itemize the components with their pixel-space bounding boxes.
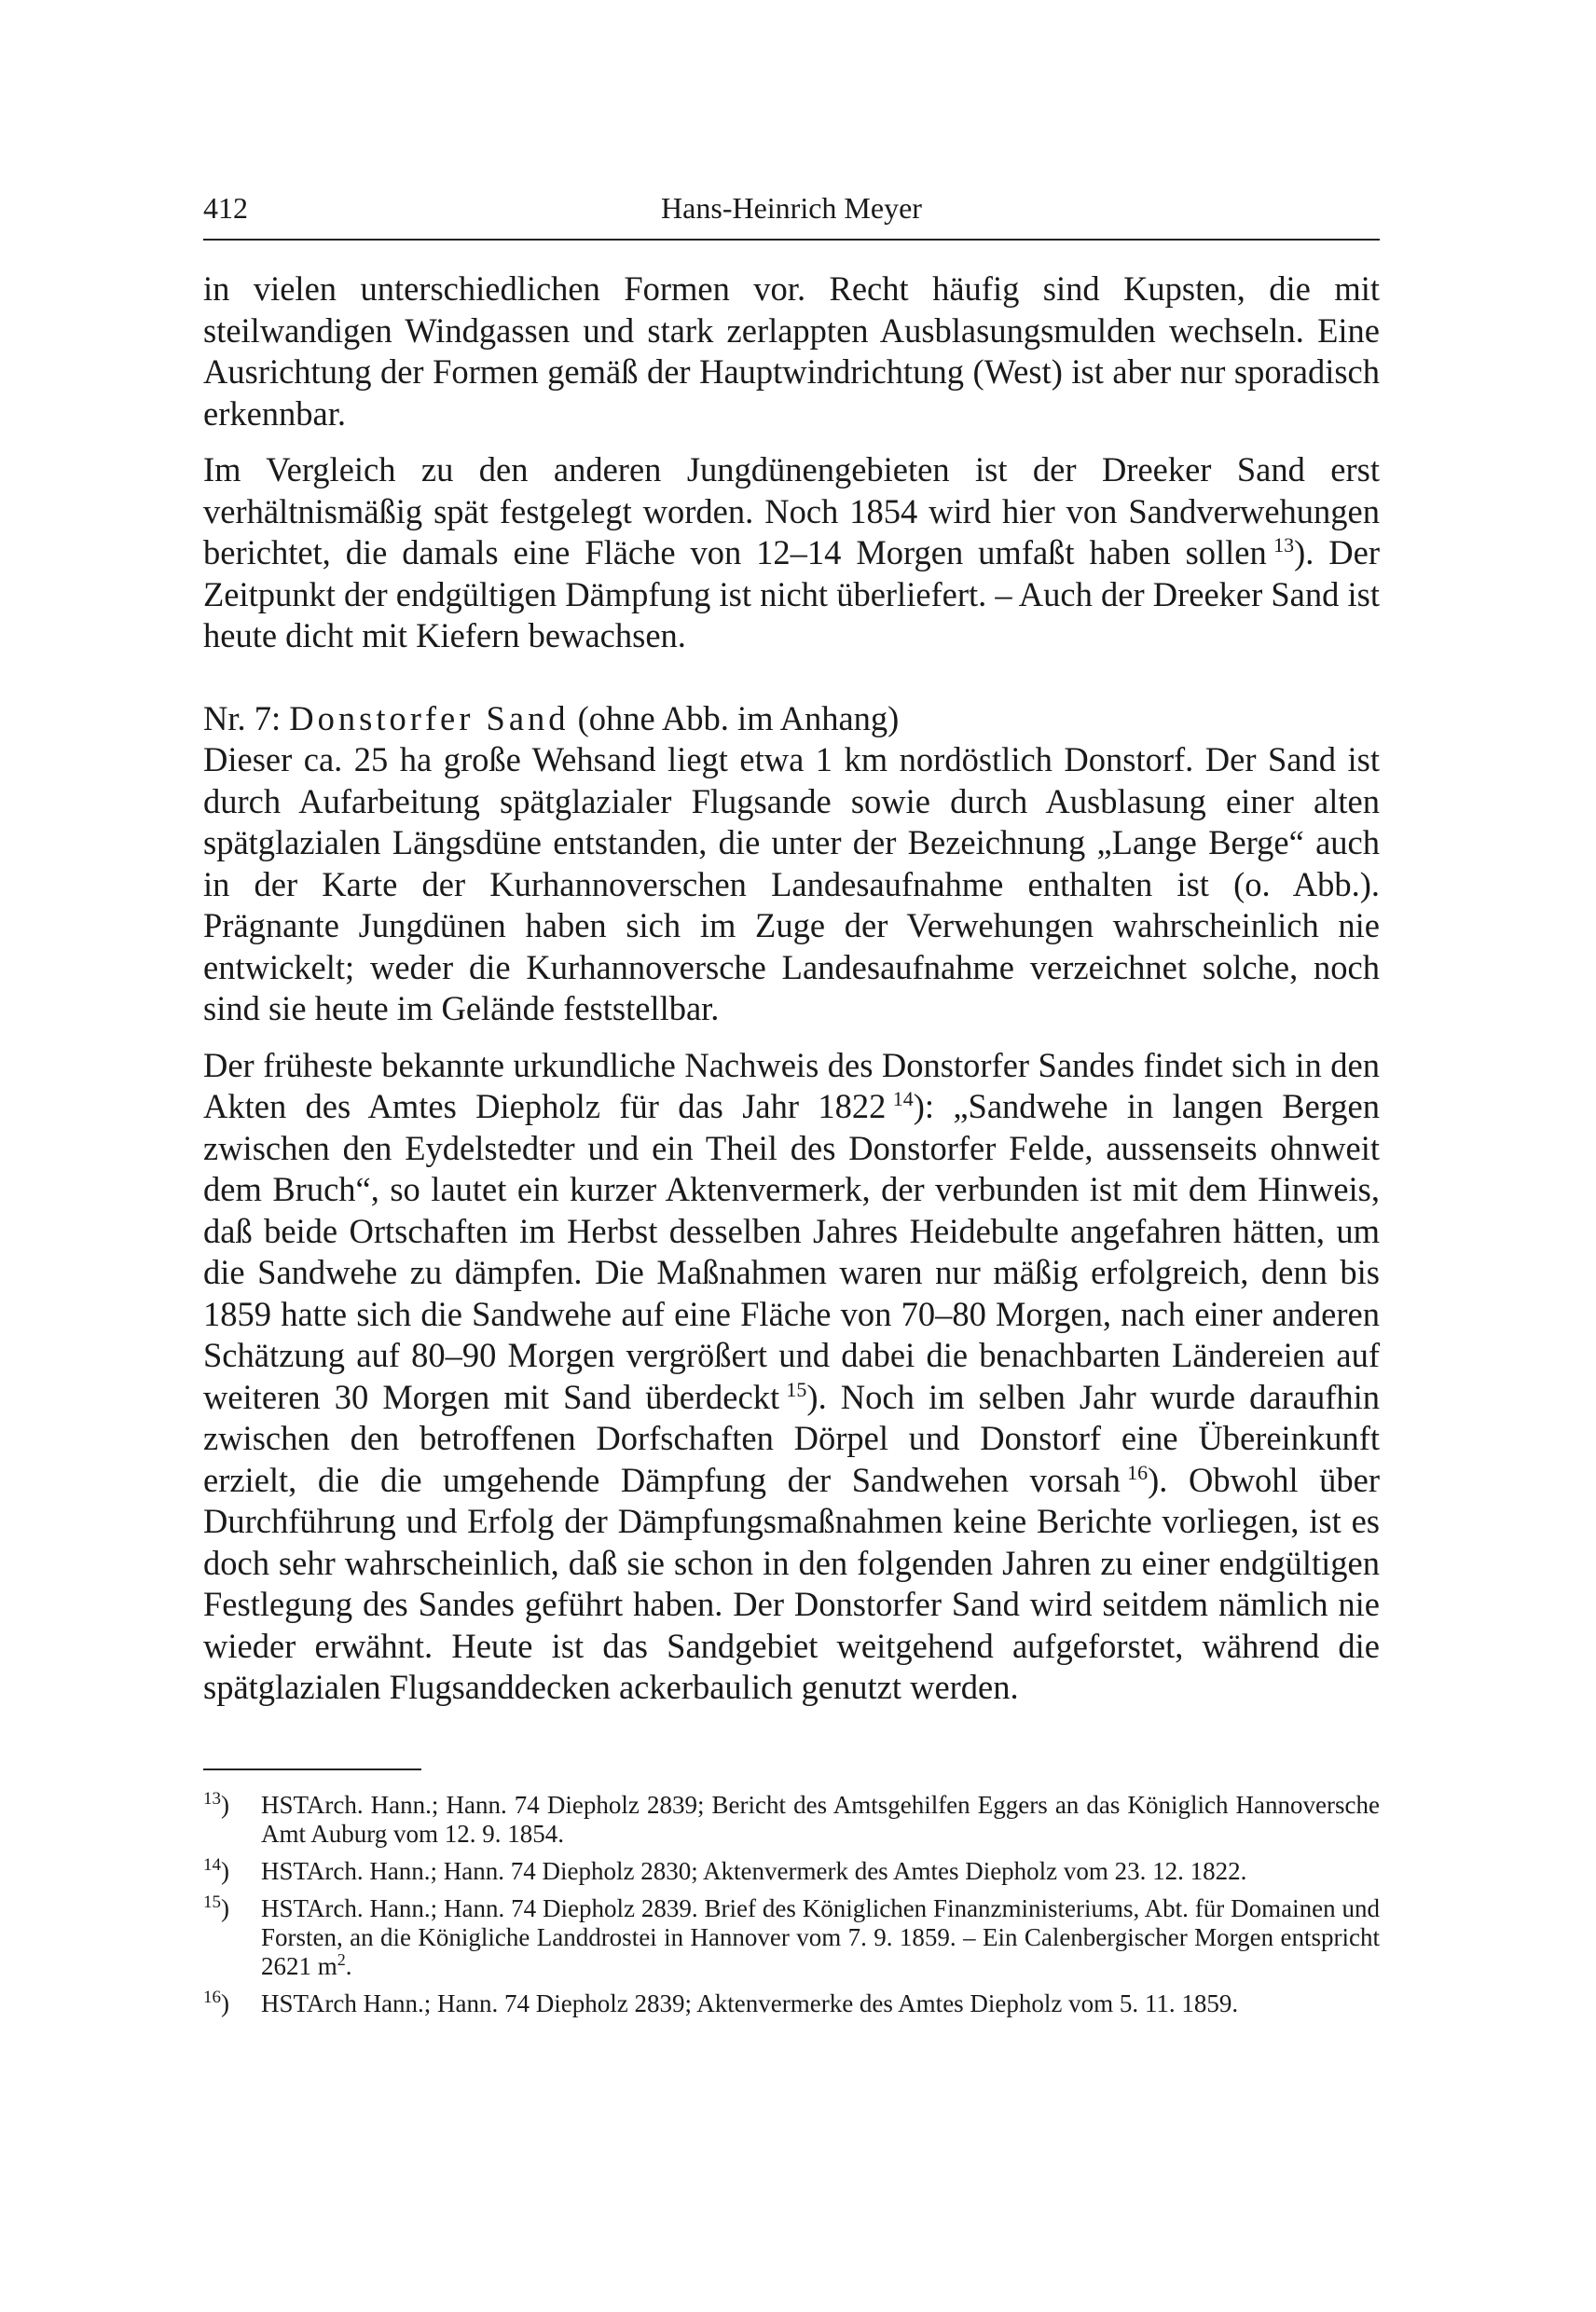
- footnote-number: 15: [203, 1892, 221, 1912]
- footnote-ref-14[interactable]: 14: [892, 1086, 914, 1110]
- footnote-16: [203, 1989, 1380, 2018]
- running-head: [203, 183, 1380, 233]
- paragraph-4-text-d: ). Obwohl über Durchführung und Erfolg der Dämpfungsmaßnahmen keine Berichte vorliegen, ist es doch sehr wahrscheinlich, daß sie schon in den folgenden Jahren zu einer endgültigen Festlegung des Sandes geführt haben. Der Donstorfer Sand wird seitdem nämlich nie wieder erwähnt. Heute ist das Sandgebiet weitgehend aufgeforstet, während die spätglazialen Flugsanddecken ackerbaulich genutzt werden.: [203, 1460, 1380, 1706]
- footnote-number: 16: [203, 1987, 221, 2007]
- paragraph-4: [203, 1045, 1380, 1709]
- footnote-number: 14: [203, 1854, 221, 1875]
- footnotes: [203, 1788, 1380, 2018]
- section-heading-suffix: (ohne Abb. im Anhang): [569, 698, 900, 737]
- paragraph-2: [203, 449, 1380, 657]
- footnote-text: HSTArch. Hann.; Hann. 74 Diepholz 2839; Bericht des Amtsgehilfen Eggers an das Königlich Hannoversche Amt Auburg vom 12. 9. 1854.: [261, 1790, 1380, 1848]
- paragraph-2-text-b: ). Der Zeitpunkt der endgültigen Dämpfung ist nicht überliefert. – Auch der Dreeker Sand ist heute dicht mit Kiefern bewachsen.: [203, 533, 1380, 654]
- footnote-superscript: 2: [337, 1949, 346, 1969]
- footnote-mark: $^{13}$): [203, 1788, 229, 1819]
- footnote-text: HSTArch Hann.; Hann. 74 Diepholz 2839; Aktenvermerke des Amtes Diepholz vom 5. 11. 1859.: [261, 1989, 1239, 2017]
- section-heading: [203, 698, 1380, 740]
- footnote-ref-13[interactable]: 13: [1273, 532, 1295, 557]
- footnote-mark: $^{16}$): [203, 1987, 229, 2017]
- paragraph-2-text-a: Im Vergleich zu den anderen Jungdünengebieten ist der Dreeker Sand erst verhältnismäßig spät festgelegt worden. Noch 1854 wird hier von Sandverwehungen berichtet, die damals eine Fläche von 12–14 Morgen umfaßt haben sollen: [203, 450, 1380, 571]
- header-rule: [203, 239, 1380, 241]
- paragraph-1: in vielen unterschiedlichen Formen vor. Recht häufig sind Kupsten, die mit steilwandigen Windgassen und stark zerlappten Ausblasungsmulden wechseln. Eine Ausrichtung der Formen gemäß der Hauptwindrichtung (West) ist aber nur sporadisch erkennbar.: [203, 269, 1380, 433]
- paragraph-3: Dieser ca. 25 ha große Wehsand liegt etwa 1 km nordöstlich Donstorf. Der Sand ist durch Aufarbeitung spätglazialer Flugsande sowie durch Ausblasung einer alten spätglazialen Längsdüne entstanden, die unter der Bezeichnung „Lange Berge“ auch in der Karte der Kurhannoverschen Landesaufnahme enthalten ist (o. Abb.). Prägnante Jungdünen haben sich im Zuge der Verwehungen wahrscheinlich nie entwickelt; weder die Kurhannoversche Landesaufnahme verzeichnet solche, noch sind sie heute im Gelände feststellbar.: [203, 740, 1380, 1027]
- body-text: [203, 268, 1380, 1709]
- page: [203, 183, 1380, 2027]
- footnote-ref-15[interactable]: 15: [786, 1377, 807, 1401]
- footnote-text-end: .: [345, 1951, 352, 1980]
- paragraph-4-text-b: ): „Sandwehe in langen Bergen zwischen den Eydelstedter und ein Theil des Donstorfer Felde, aussenseits ohnweit dem Bruch“, so lautet ein kurzer Aktenvermerk, der verbunden ist mit dem Hinweis, daß beide Ortschaften im Herbst desselben Jahres Heidebulte angefahren hätten, um die Sandwehe zu dämpfen. Die Maßnahmen waren nur mäßig erfolgreich, denn bis 1859 hatte sich die Sandwehe auf eine Fläche von 70–80 Morgen, nach einer anderen Schätzung auf 80–90 Morgen vergrößert und dabei die benachbarten Ländereien auf weiteren 30 Morgen mit Sand überdeckt: [203, 1087, 1380, 1416]
- section-heading-name: Donstorfer Sand: [289, 698, 570, 737]
- footnote-rule: [203, 1768, 421, 1770]
- footnote-14: [203, 1854, 1380, 1886]
- footnote-number: 13: [203, 1788, 221, 1809]
- section-heading-prefix: Nr. 7:: [203, 698, 290, 737]
- footnote-ref-16[interactable]: 16: [1127, 1460, 1149, 1484]
- paragraph-4-text-c: ). Noch im selben Jahr wurde daraufhin zwischen den betroffenen Dorfschaften Dörpel und Donstorf eine Übereinkunft erzielt, die die umgehende Dämpfung der Sandwehen vorsah: [203, 1377, 1380, 1499]
- page-number: 412: [203, 191, 248, 225]
- paragraph-4-text-a: Der früheste bekannte urkundliche Nachweis des Donstorfer Sandes findet sich in den Akten des Amtes Diepholz für das Jahr 1822: [203, 1045, 1380, 1125]
- footnote-text: HSTArch. Hann.; Hann. 74 Diepholz 2830; Aktenvermerk des Amtes Diepholz vom 23. 12. 1822.: [261, 1856, 1247, 1885]
- footnote-13: [203, 1788, 1380, 1849]
- footnote-mark: $^{15}$): [203, 1892, 229, 1922]
- footnote-15: [203, 1894, 1380, 1981]
- running-head-author: Hans-Heinrich Meyer: [661, 191, 922, 225]
- footnote-text: HSTArch. Hann.; Hann. 74 Diepholz 2839. Brief des Königlichen Finanzministeriums, Abt. für Domainen und Forsten, an die Königliche Landdrostei in Hannover vom 7. 9. 1859. – Ein Calenbergischer Morgen entspricht 2621 m: [261, 1893, 1380, 1980]
- footnote-mark: $^{14}$): [203, 1854, 229, 1885]
